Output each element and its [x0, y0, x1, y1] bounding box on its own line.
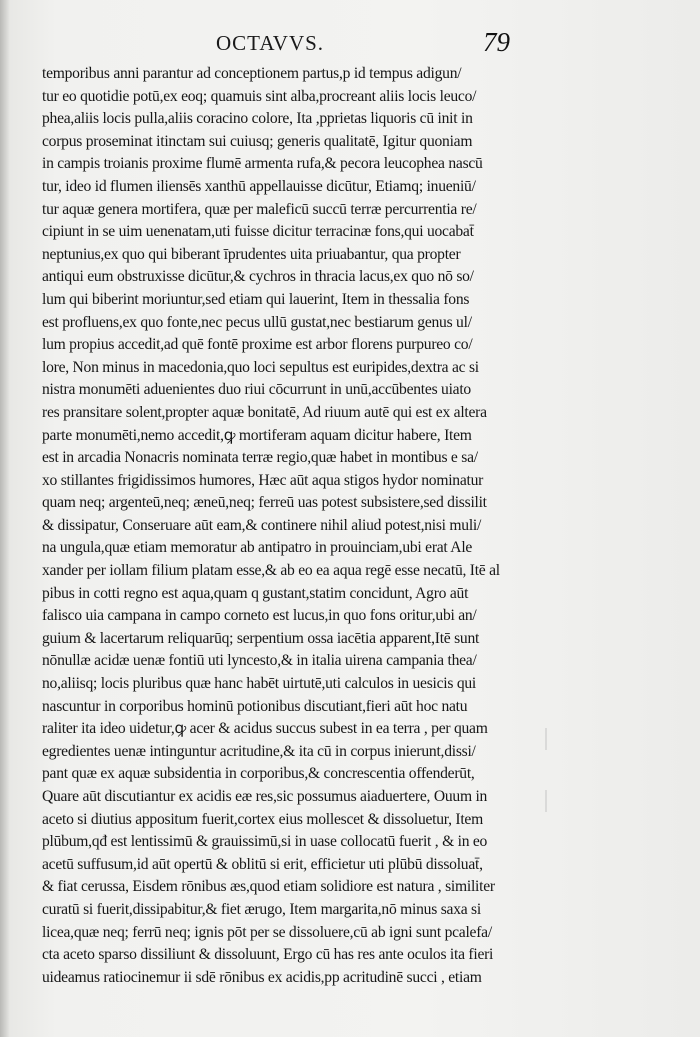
text-line: xo stillantes frigidissimos humores, Hæc aūt aqua stigos hydor nominatur [42, 471, 484, 489]
text-line: guium & lacertarum reliquarūq; serpentium ossa iacētia apparent,Itē sunt [42, 629, 480, 647]
text-line: egredientes uenæ intinguntur acritudine,& ita cū in corpus inierunt,dissi/ [42, 742, 476, 760]
text-line: acetū suffusum,id aūt opertū & oblitū si erit, efficietur uti plūbū dissoluat̄, [42, 855, 483, 873]
text-line: aceto si diutius appositum fuerit,cortex eius mollescet & dissoluetur, Item [42, 810, 483, 828]
page-number: 79 [483, 27, 510, 57]
text-line: xander per iollam filium platam esse,& ab eo ea aqua regē esse necatū, Itē al [42, 562, 500, 580]
text-line: falisco uia campana in campo corneto est lucus,in quo fons oritur,ubi an/ [42, 607, 477, 625]
show-through-mark [545, 728, 559, 750]
text-line: curatū si fuerit,dissipabitur,& fiet ærugo, Item margarita,nō minus saxa si [42, 900, 481, 918]
text-line: nascuntur in corporibus hominū potionibus discutiant,fieri aūt hoc natu [42, 697, 468, 715]
text-line: Quare aūt discutiantur ex acidis eæ res,sic possumus aiaduertere, Ouum in [42, 788, 488, 805]
text-line: nōnullæ acidæ uenæ fontiū uti lyncesto,& in italia uirena campania thea/ [42, 652, 477, 670]
body-text [42, 63, 520, 989]
running-head: OCTAVVS. [216, 31, 325, 55]
text-line: uideamus ratiocinemur ii sdē rōnibus ex acidis,pp acritudinē succi , etiam [42, 968, 482, 986]
text-line: plūbum,qđ est lentissimū & grauissimū,si in uase collocatū fuerit , & in eo [42, 833, 488, 851]
text-line: parte monumēti,nemo accedit,ꝙ mortiferam aquam dicitur habere, Item [42, 426, 472, 444]
text-line: lum qui biberint moriuntur,sed etiam qui lauerint, Item in thessalia fons [42, 290, 470, 308]
text-line: temporibus anni parantur ad conceptionem partus,p id tempus adigun/ [42, 65, 462, 82]
text-line: lum propius accedit,ad quē fontē proxime est arbor florens purpureo co/ [42, 336, 473, 354]
text-line: pibus in cotti regno est aqua,quam q gustant,statim concidunt, Agro aūt [42, 584, 469, 602]
show-through-mark [545, 790, 559, 812]
text-line: phea,aliis locis pulla,aliis coracino colore, Ita ,pprietas liquoris cū init in [42, 110, 473, 128]
text-line: antiqui eum obstruxisse dicūtur,& cychros in thracia lacus,ex quo nō so/ [42, 268, 474, 286]
text-line: quam neq; argenteū,neq; æneū,neq; ferreū uas potest subsistere,sed dissilit [42, 494, 487, 512]
text-line: raliter ita ideo uidetur,ꝙ acer & acidus succus subest in ea terra , per quam [42, 720, 488, 738]
text-line: & dissipatur, Conseruare aūt eam,& continere nihil aliud potest,nisi muli/ [42, 516, 482, 534]
text-line: licea,quæ neq; ferrū neq; ignis pōt per se dissoluere,cū ab igni sunt pcalefa/ [42, 923, 492, 941]
text-line: est profluens,ex quo fonte,nec pecus ullū gustat,nec bestiarum genus ul/ [42, 313, 472, 331]
text-line: nistra monumēti aduenientes duo riui cōcurrunt in unū,accūbentes uiato [42, 381, 471, 399]
text-line: res pransitare solent,propter aquæ bonitatē, Ad riuum autē qui est ex altera [42, 403, 487, 421]
text-line: neptunius,ex quo qui biberant īprudentes uita priuabantur, qua propter [42, 245, 461, 263]
text-line: corpus proseminat itinctam sui cuiusq; generis qualitatē, Igitur quoniam [42, 132, 473, 150]
text-line: cipiunt in se uim uenenatam,uti fuisse dicitur terracinæ fons,qui uocabat̄ [42, 223, 474, 241]
text-line: tur eo quotidie potū,ex eoq; quamuis sint alba,procreant aliis locis leuco/ [42, 87, 477, 105]
text-line: lore, Non minus in macedonia,quo loci sepultus est euripides,dextra ac si [42, 358, 479, 376]
text-line: est in arcadia Nonacris nominata terræ regio,quæ habet in montibus e sa/ [42, 449, 478, 467]
text-line: cta aceto sparso dissiliunt & dissoluunt, Ergo cū has res ante oculos ita fieri [42, 946, 494, 964]
text-line: & fiat cerussa, Eisdem rōnibus æs,quod etiam solidiore est natura , similiter [42, 878, 495, 896]
text-line: no,aliisq; locis pluribus quæ hanc habēt uirtutē,uti calculos in uesicis qui [42, 675, 477, 693]
text-line: tur aquæ genera mortifera, quæ per maleficū succū terræ percurrentia re/ [42, 200, 477, 218]
text-line: pant quæ ex aquæ subsidentia in corporibus,& concrescentia offenderūt, [42, 765, 475, 783]
text-line: tur, ideo id flumen iliensēs xanthū appellauisse dicūtur, Etiamq; inueniū/ [42, 177, 476, 195]
text-line: na ungula,quæ etiam memoratur ab antipatro in prouinciam,ubi erat Ale [42, 539, 473, 557]
gutter-shadow [0, 0, 10, 1037]
text-line: in campis troianis proxime flumē armenta rufa,& pecora leucophea nascū [42, 155, 483, 173]
